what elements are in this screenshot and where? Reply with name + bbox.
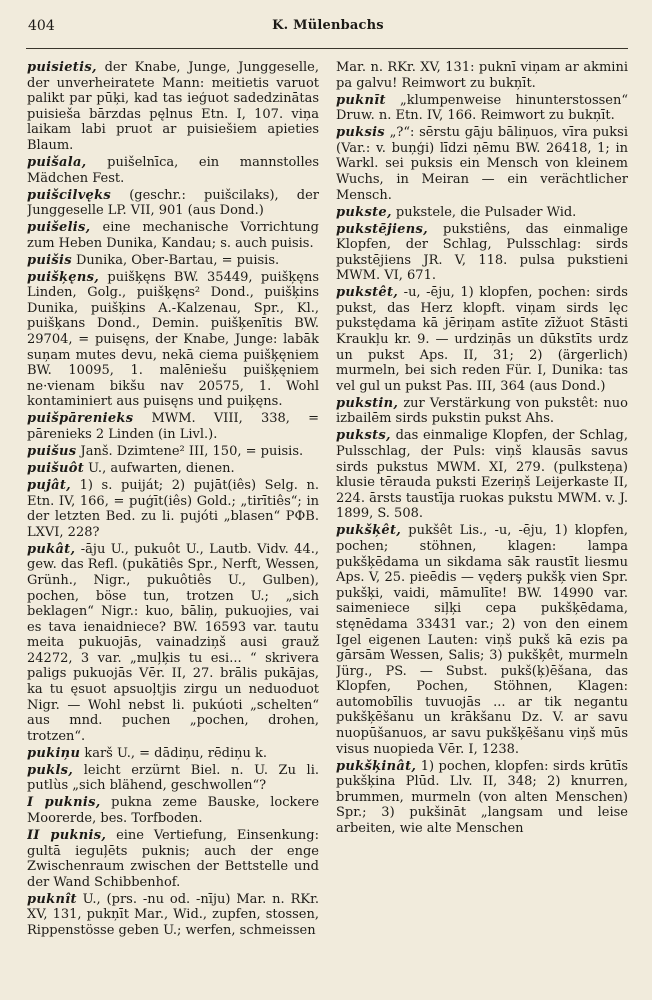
dictionary-entry: [27, 220, 319, 251]
entry-headword: puksis: [336, 125, 385, 141]
header-rule: [26, 48, 628, 49]
right-column: [336, 60, 628, 990]
entry-text: „?“: sērstu gāju bāliņuos, vīra puksi (Var.: v. buņģi) līdzi ņēmu BW. 26418, 1; in Warkl. sei puksis ein Mensch von kleinem Wuchs, in Meiran — ein verächtlicher Mensch.: [336, 125, 628, 203]
entry-text: pukstiêns, das einmalige Klopfen, der Schlag, Pulsschlag: sirds pukstējiens JR. V, 118. pulsa pukstieni MWM. VI, 671.: [336, 221, 628, 284]
entry-headword: pukstējiens,: [336, 221, 428, 237]
entry-text: (geschr.: puišcilaks), der Junggeselle LP. VII, 901 (aus Dond.): [27, 187, 319, 219]
dictionary-entry: [27, 542, 319, 745]
entry-headword: puknît: [27, 891, 77, 907]
dictionary-entry: [27, 444, 319, 460]
entry-text: U., aufwarten, dienen.: [88, 460, 235, 476]
entry-headword: puksts,: [336, 428, 391, 444]
entry-text: pukšêt Lis., -u, -ēju, 1) klopfen, pochen; stöhnen, klagen: lampa pukšķēdama un sikdama sāk raustīt liesmu Aps. V, 25. pieēdis — vęderş pukšķ vien Spr. pukšķi, vaidi, māmulīte! BW. 14990 var. saimeniece siļķi cepa pukšķēdama, stęnēdama 33431 var.; 2) von den einem Igel eigenen Lauten: viņš pukš kā ezis pa gārsām Wessen, Salis; 3) pukšķêt, murmeln Jürg., PS. — Subst. pukš(ķ)ēšana, das Klopfen, Pochen, Stöhnen, Klagen: automobīlis tuvuojās ... ar tik negantu pukšķēšanu un krākšanu Dz. V. ar savu nuopūšanuos, ar savu pukšķēšanu viņš mūs visus nuopieda Vēr. I, 1238.: [336, 523, 628, 757]
entry-text: Dunika, Ober-Bartau, = puisis.: [76, 252, 280, 268]
dictionary-entry: [27, 270, 319, 410]
entry-text: MWM. VIII, 338, = pārenieks 2 Linden (in Livl.).: [27, 411, 319, 442]
entry-headword: puišelis,: [27, 220, 91, 236]
dictionary-entry: [336, 428, 628, 522]
dictionary-entry: [336, 222, 628, 284]
dictionary-entry: [336, 759, 628, 837]
entry-text: -u, -ēju, 1) klopfen, pochen: sirds pukst, das Herz klopft. viņam sirds lęc pukstędama kā jēriņam astīte zīžuot Stāsti Kraukļu kr. 9. — urdziņās un dūkstīts urdz un pukst Aps. II, 31; 2) (ärgerlich) murmeln, bei sich reden Für. I, Dunika: tas vel gul un pukst Pas. III, 364 (aus Dond.): [336, 285, 628, 394]
dictionary-entry: [336, 285, 628, 394]
page-header: [28, 18, 628, 40]
entry-text: karš U., = dādiņu, rēdiņu k.: [84, 745, 268, 761]
dictionary-entry: [27, 746, 319, 762]
entry-text: U., (prs. -nu od. -nīju) Mar. n. RKr. XV, 131, pukņīt Mar., Wid., zupfen, stossen, Rippenstösse geben U.; werfen, schmeissen: [27, 891, 319, 938]
entry-headword: puišķęns,: [27, 269, 100, 285]
dictionary-entry: [27, 253, 319, 269]
dictionary-entry: [27, 461, 319, 477]
dictionary-entry: [27, 828, 319, 890]
entry-headword: pukstin,: [336, 395, 399, 411]
dictionary-entry: [27, 188, 319, 219]
dictionary-entry: [27, 795, 319, 826]
entry-headword: puisietis,: [27, 60, 97, 75]
entry-headword: pukls,: [27, 762, 74, 778]
page-number: 404: [28, 18, 55, 34]
dictionary-entry: [27, 60, 319, 154]
dictionary-entry: [27, 892, 319, 939]
entry-headword: puišala,: [27, 154, 87, 170]
running-title: K. Mülenbachs: [272, 18, 384, 33]
entry-headword: puišis: [27, 252, 72, 268]
entry-headword: puišuôt: [27, 460, 85, 476]
dictionary-entry: [336, 396, 628, 427]
entry-text: -āju U., pukuôt U., Lautb. Vidv. 44., gew. das Refl. (pukātiês Spr., Nerft, Wessen, Grünh., Nigr., pukuôtiês U., Gulben), pochen, böse tun, trotzen U.; „sich beklagen“ Nigr.: kuo, bāliņ, pukuojies, vai es tava ienaidniece? BW. 16593 var. tautu meita pukuojās, vainadziņš ausi grauž 24272, 3 var. „muļķis tu esi... “ skrivera paligs pukuojās Vēr. II, 27. brālis pukājas, ka tu ęsuot apsuoļtjis zirgu un neduoduot Nigr. — Wohl nebst li. pukúoti „schelten“ aus mnd. puchen „pochen, drohen, trotzen“.: [27, 541, 319, 744]
entry-text: Janš. Dzimtene² III, 150, = puisis.: [80, 443, 304, 459]
entry-headword: puišus: [27, 443, 77, 459]
dictionary-entry: [27, 478, 319, 540]
entry-headword: pukstêt,: [336, 285, 399, 301]
entry-headword: II puknis,: [27, 827, 107, 843]
dictionary-entry: [336, 93, 628, 124]
dictionary-entry: [27, 763, 319, 794]
entry-text: das einmalige Klopfen, der Schlag, Pulsschlag, der Puls: viņš klausās savus sirds pukstus MWM. XI, 279. (pulksteņa) klusie tērauda puksti Ezeriņš Leijerkaste II, 224. ārsts taustīja ruokas pukstu MWM. v. J. 1899, S. 508.: [336, 428, 628, 522]
entry-text: „klumpenweise hinunterstossen“ Druw. n. Etn. IV, 166. Reimwort zu bukņīt.: [336, 92, 628, 124]
entry-headword: pukste,: [336, 204, 392, 220]
entry-text: eine Vertiefung, Einsenkung: gultā ieguļēts puknis; auch der enge Zwischenraum zwischen der Bettstelle und der Wand Schibbenhof.: [27, 827, 319, 890]
entry-text: 1) pochen, klopfen: sirds krūtīs pukšķina Plūd. Llv. II, 348; 2) knurren, brummen, murmeln (von alten Menschen) Spr.; 3) pukšināt „langsam und leise arbeiten, wie alte Menschen: [336, 758, 628, 837]
entry-headword: pukšķêt,: [336, 523, 402, 539]
dictionary-entry: [336, 523, 628, 757]
entry-text: der Knabe, Junge, Junggeselle, der unverheiratete Mann: meitietis varuot palikt par pūķi, kad tas ieģuot sadedzinātas puisieša bārzdas pęlnus Etn. I, 107. viņa laikam labi pruot ar puisiešiem apieties Blaum.: [27, 60, 319, 153]
entry-text: zur Verstärkung von pukstêt: nuo izbailēm sirds pukstin pukst Ahs.: [336, 395, 628, 427]
entry-headword: I puknis,: [27, 795, 101, 811]
dictionary-entry: [336, 60, 628, 91]
entry-text: pukstele, die Pulsader Wid.: [395, 204, 577, 220]
entry-text: puišķęns BW. 35449, puišķęns Linden, Golg., puišķęns² Dond., puišķins Dunika, puišķins A.-Kalzenau, Spr., Kl., puišķans Dond., Demin. puišķenītis BW. 29704, = puisęns, der Knabe, Junge: labāk suņam mutes devu, nekā ciema puišķęniem BW. 10095, 1. malēniešu puišķęniem ne·vienam bikšu nav 20575, 1. Wohl kontaminiert aus puisęns und puiķęns.: [27, 269, 319, 410]
entry-headword: pukiņu: [27, 745, 81, 761]
dictionary-entry: [336, 205, 628, 221]
entry-text: puišelnīca, ein mannstolles Mädchen Fest.: [27, 154, 319, 186]
entry-headword: pukšķinât,: [336, 758, 417, 774]
entry-headword: pukât,: [27, 541, 76, 557]
entry-text: leicht erzürnt Biel. n. U. Zu li. putlùs „sich blähend, geschwollen“?: [27, 762, 319, 794]
entry-headword: puknīt: [336, 92, 386, 108]
entry-text: Mar. n. RKr. XV, 131: puknī viņam ar akmini pa galvu! Reimwort zu bukņīt.: [336, 60, 628, 91]
entry-headword: puišcilvęks: [27, 187, 112, 203]
entry-text: 1) s. puiját; 2) pujāt(iês) Selg. n. Etn. IV, 166, = puģīt(iês) Gold.; „tirītiês“; in der letzten Bed. zu li. pujóti „blasen“ PФВ. LXVI, 228?: [27, 477, 319, 540]
entry-headword: puišpārenieks: [27, 411, 134, 427]
entry-text: eine mechanische Vorrichtung zum Heben Dunika, Kandau; s. auch puisis.: [27, 220, 319, 251]
dictionary-entry: [27, 155, 319, 186]
dictionary-entry: [336, 125, 628, 203]
dictionary-entry: [27, 411, 319, 442]
entry-text: pukna zeme Bauske, lockere Moorerde, bes. Torfboden.: [27, 795, 319, 826]
entry-headword: pujât,: [27, 477, 71, 493]
left-column: [27, 60, 319, 990]
